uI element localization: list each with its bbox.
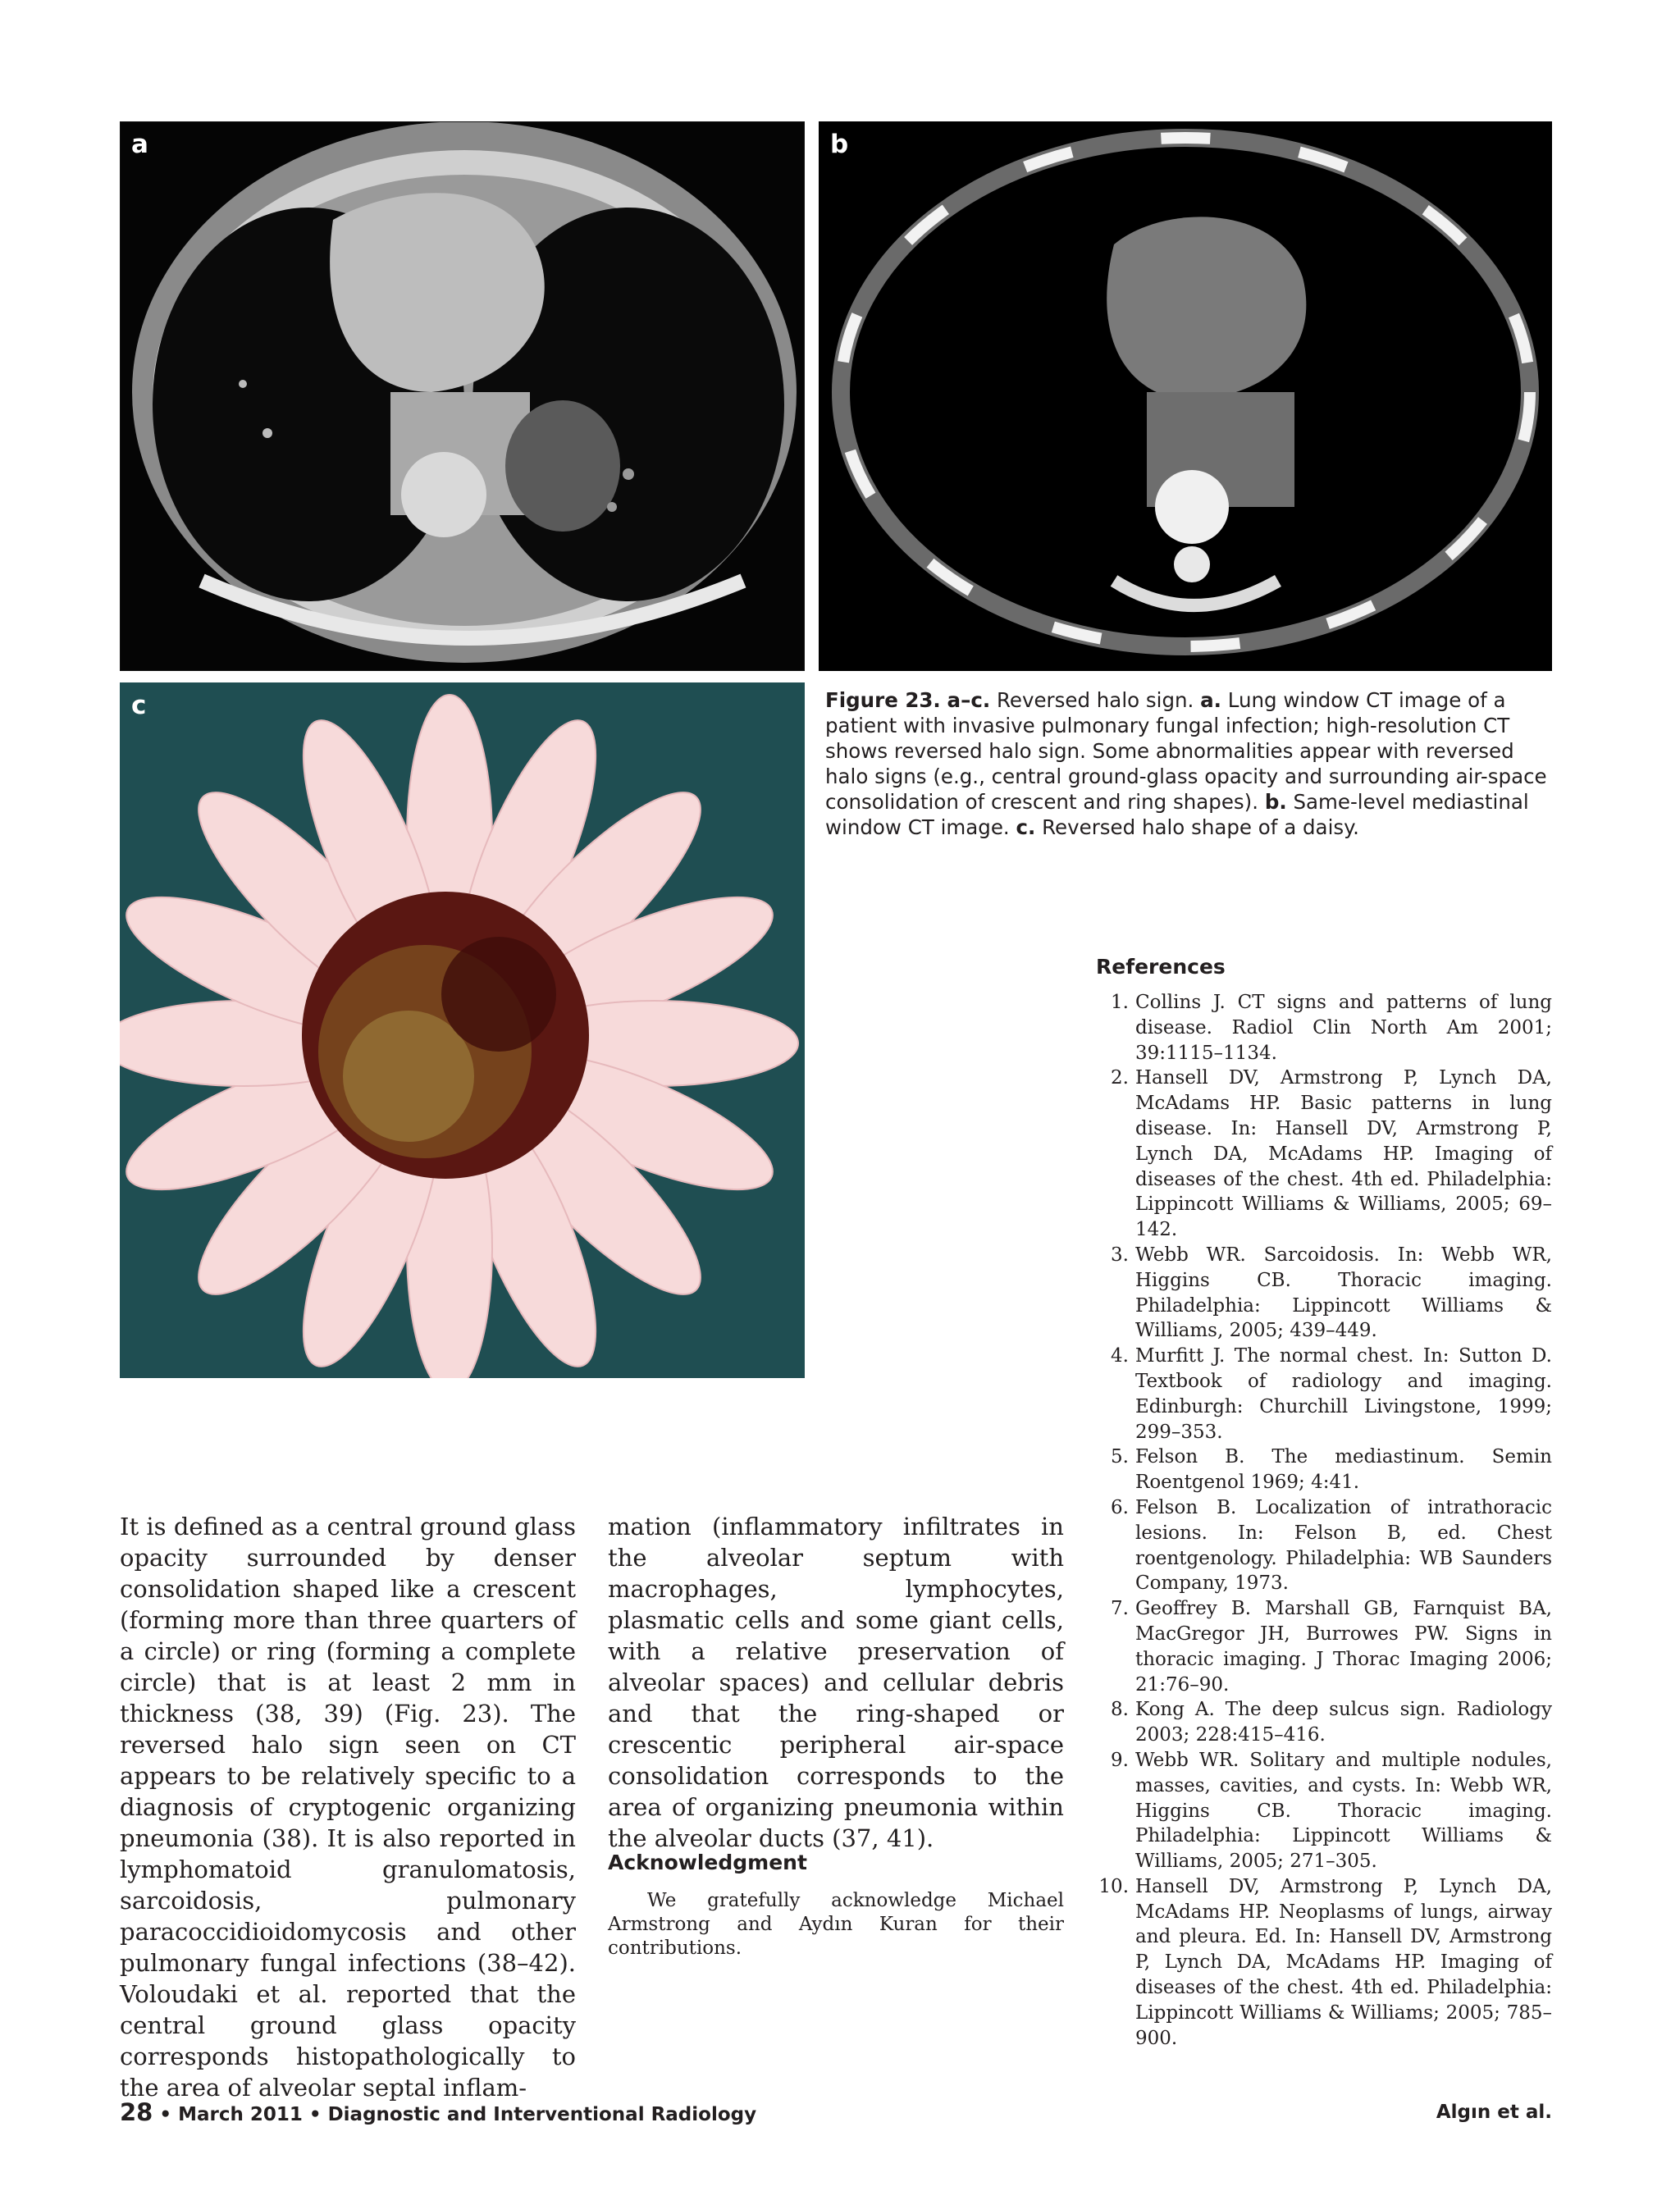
reference-number: 10. [1098, 1875, 1129, 1897]
acknowledgment-section [608, 1851, 1064, 1960]
caption-b-text: Same-level mediastinal window CT image. [825, 790, 1529, 839]
reference-item [1096, 990, 1552, 1066]
reference-item [1096, 1697, 1552, 1748]
reference-item [1096, 1596, 1552, 1697]
reference-text: Geoffrey B. Marshall GB, Farnquist BA, MacGregor JH, Burrowes PW. Signs in thoracic imaging. J Thorac Imaging 2006; 21:76–90. [1135, 1598, 1552, 1696]
reference-text: Hansell DV, Armstrong P, Lynch DA, McAdams HP. Neoplasms of lungs, airway and pleura. Ed. In: Hansell DV, Armstrong P, Lynch DA, McAdams HP. Imaging of diseases of the chest. 4th ed. Philadelphia: Lippincott Williams & Williams; 2005; 785–900. [1135, 1875, 1552, 2049]
reference-item [1096, 1344, 1552, 1445]
reference-text: Murfitt J. The normal chest. In: Sutton D. Textbook of radiology and imaging. Edinburgh: Churchill Livingstone, 1999; 299–353. [1135, 1345, 1552, 1443]
caption-a-marker: a. [1200, 688, 1221, 712]
references-section [1096, 955, 1552, 2051]
caption-title: Reversed halo sign. [990, 688, 1201, 712]
reference-number: 3. [1111, 1244, 1129, 1266]
reference-number: 7. [1111, 1598, 1129, 1620]
reference-number: 8. [1111, 1699, 1129, 1721]
references-heading: References [1096, 955, 1226, 979]
panel-label-a: a [131, 130, 148, 159]
reference-number: 4. [1111, 1345, 1129, 1367]
panel-label-c: c [131, 691, 147, 720]
reference-number: 9. [1111, 1749, 1129, 1771]
figure-panel-a [120, 121, 805, 671]
figure-panel-c [120, 682, 805, 1378]
journal-info: • March 2011 • Diagnostic and Interventional Radiology [153, 2104, 757, 2125]
page-footer [120, 2098, 1552, 2126]
acknowledgment-heading: Acknowledgment [608, 1851, 807, 1874]
caption-figure-label: Figure 23. [825, 688, 941, 712]
body-paragraph-1: It is defined as a central ground glass opacity surrounded by denser consolidation shaped like a crescent (forming more than three quarters of a circle) or ring (forming a complete circle) that is at least 2 mm in thickness (38, 39) (Fig. 23). The reversed halo sign seen on CT appears to be relatively specific to a diagnosis of cryptogenic organizing pneumonia (38). It is also reported in lymphomatoid granulomatosis, sarcoidosis, pulmonary paracoccidioidomycosis and other pulmonary fungal infections (38–42). Voloudaki et al. reported that the central ground glass opacity corresponds histopathologically to the area of alveolar septal inflam- [120, 1513, 576, 2102]
references-list [1096, 990, 1552, 2051]
caption-a-text: Lung window CT image of a patient with invasive pulmonary fungal infection; high-resolution CT shows reversed halo sign. Some abnormalities appear with reversed halo signs (e.g., central ground-glass opacity and surrounding air-space consolidation of crescent and ring shapes). [825, 688, 1547, 814]
acknowledgment-text: We gratefully acknowledge Michael Armstrong and Aydın Kuran for their contributions. [608, 1890, 1064, 1959]
reference-text: Kong A. The deep sulcus sign. Radiology 2003; 228:415–416. [1135, 1699, 1552, 1746]
running-authors: Algın et al. [1436, 2102, 1552, 2123]
reference-item [1096, 1495, 1552, 1596]
caption-b-marker: b. [1264, 790, 1287, 814]
caption-c-text: Reversed halo shape of a daisy. [1035, 815, 1359, 839]
panel-label-b: b [830, 130, 849, 159]
caption-range: a–c. [947, 688, 991, 712]
reference-item [1096, 1066, 1552, 1243]
reference-number: 2. [1111, 1067, 1129, 1089]
reference-item [1096, 1243, 1552, 1344]
body-column-2 [608, 1511, 1064, 1854]
reference-item [1096, 1445, 1552, 1495]
reference-text: Webb WR. Sarcoidosis. In: Webb WR, Higgins CB. Thoracic imaging. Philadelphia: Lippincott Williams & Williams, 2005; 439–449. [1135, 1244, 1552, 1342]
lung-window-ct-image [120, 121, 805, 671]
body-column-1 [120, 1511, 576, 2103]
reference-item [1096, 1748, 1552, 1874]
reference-item [1096, 1874, 1552, 2052]
page-number: 28 [120, 2098, 153, 2126]
reference-text: Collins J. CT signs and patterns of lung disease. Radiol Clin North Am 2001; 39:1115–1134. [1135, 992, 1552, 1064]
reference-number: 1. [1111, 992, 1129, 1013]
reference-text: Felson B. Localization of intrathoracic lesions. In: Felson B, ed. Chest roentgenology. Philadelphia: WB Saunders Company, 1973. [1135, 1496, 1552, 1595]
daisy-image [120, 682, 805, 1378]
figure-panel-b [819, 121, 1552, 671]
body-paragraph-2: mation (inflammatory infiltrates in the alveolar septum with macrophages, lymphocytes, plasmatic cells and some giant cells, with a relative preservation of alveolar spaces) and cellular debris and that the ring-shaped or crescentic peripheral air-space consolidation corresponds to the area of organizing pneumonia within the alveolar ducts (37, 41). [608, 1513, 1064, 1852]
reference-text: Hansell DV, Armstrong P, Lynch DA, McAdams HP. Basic patterns in lung disease. In: Hansell DV, Armstrong P, Lynch DA, McAdams HP. Imaging of diseases of the chest. 4th ed. Philadelphia: Lippincott Williams & Williams, 2005; 69–142. [1135, 1067, 1552, 1241]
reference-number: 5. [1111, 1446, 1129, 1468]
figure-caption [825, 687, 1547, 840]
mediastinal-window-ct-image [819, 121, 1552, 671]
reference-text: Webb WR. Solitary and multiple nodules, masses, cavities, and cysts. In: Webb WR, Higgins CB. Thoracic imaging. Philadelphia: Lippincott Williams & Williams, 2005; 271–305. [1135, 1749, 1552, 1873]
caption-c-marker: c. [1016, 815, 1036, 839]
reference-text: Felson B. The mediastinum. Semin Roentgenol 1969; 4:41. [1135, 1446, 1552, 1494]
reference-number: 6. [1111, 1496, 1129, 1518]
